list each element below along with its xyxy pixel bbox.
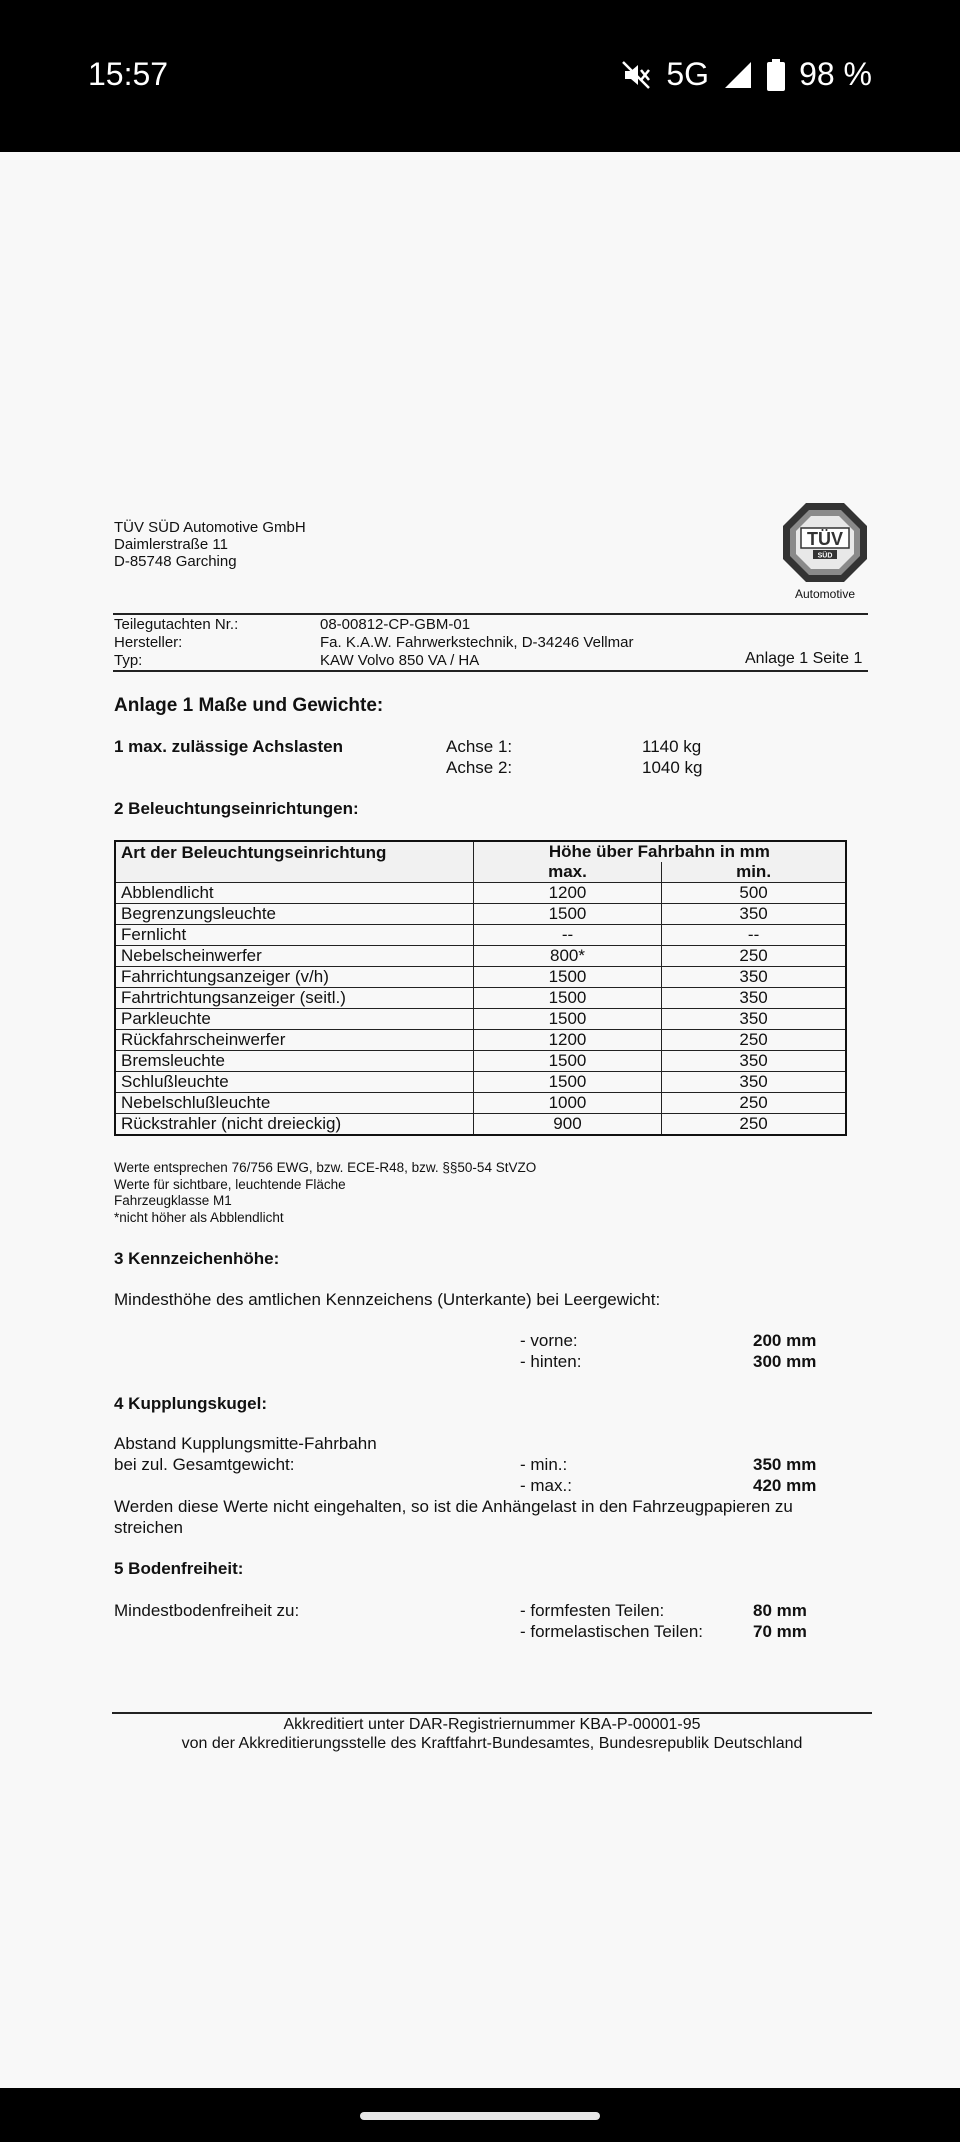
row-min: 350 bbox=[662, 967, 846, 988]
row-max: 1200 bbox=[473, 883, 661, 904]
footer-line2: von der Akkreditierungsstelle des Kraftfahrt-Bundesamtes, Bundesrepublik Deutschland bbox=[181, 1735, 803, 1752]
clearance-elastic-value: 70 mm bbox=[753, 1622, 807, 1641]
table-row bbox=[115, 883, 846, 904]
coupling-line2: bei zul. Gesamtgewicht: bbox=[114, 1455, 295, 1474]
table-row bbox=[115, 1030, 846, 1051]
plate-front-value: 200 mm bbox=[753, 1331, 817, 1350]
sender-city: D-85748 Garching bbox=[114, 553, 237, 570]
header-rule bbox=[113, 613, 868, 615]
clearance-rigid-value: 80 mm bbox=[753, 1601, 807, 1620]
row-name: Schlußleuchte bbox=[115, 1072, 473, 1093]
page-reference: Anlage 1 Seite 1 bbox=[745, 650, 863, 667]
row-min: -- bbox=[662, 925, 846, 946]
row-min: 350 bbox=[662, 1009, 846, 1030]
coupling-warning-2: streichen bbox=[114, 1518, 183, 1537]
document-title: Anlage 1 Maße und Gewichte: bbox=[114, 695, 384, 716]
row-min: 250 bbox=[662, 1030, 846, 1051]
header-rule-bottom bbox=[113, 670, 868, 672]
row-name: Fernlicht bbox=[115, 925, 473, 946]
home-gesture-handle[interactable] bbox=[360, 2112, 600, 2120]
coupling-min-label: - min.: bbox=[520, 1455, 568, 1474]
footer-line1: Akkreditiert unter DAR-Registriernummer KBA-P-00001-95 bbox=[283, 1716, 701, 1733]
maker-value: Fa. K.A.W. Fahrwerkstechnik, D-34246 Vellmar bbox=[320, 634, 634, 651]
plate-heading: 3 Kennzeichenhöhe: bbox=[114, 1249, 280, 1268]
nr-value: 08-00812-CP-GBM-01 bbox=[320, 616, 471, 633]
row-max: 1000 bbox=[473, 1093, 661, 1114]
col-min-header: min. bbox=[662, 862, 846, 883]
type-value: KAW Volvo 850 VA / HA bbox=[320, 652, 480, 669]
lighting-table bbox=[114, 840, 847, 1136]
row-name: Rückstrahler (nicht dreieckig) bbox=[115, 1114, 473, 1136]
battery-percent: 98 % bbox=[799, 56, 872, 92]
row-min: 350 bbox=[662, 904, 846, 925]
row-max: 1500 bbox=[473, 967, 661, 988]
row-min: 250 bbox=[662, 1093, 846, 1114]
row-min: 350 bbox=[662, 1072, 846, 1093]
row-name: Begrenzungsleuchte bbox=[115, 904, 473, 925]
coupling-max-label: - max.: bbox=[520, 1476, 572, 1495]
lighting-heading: 2 Beleuchtungseinrichtungen: bbox=[114, 799, 359, 818]
row-name: Rückfahrscheinwerfer bbox=[115, 1030, 473, 1051]
row-max: 1500 bbox=[473, 904, 661, 925]
axle1-value: 1140 kg bbox=[642, 737, 702, 756]
row-min: 350 bbox=[662, 988, 846, 1009]
row-name: Fahrrichtungsanzeiger (v/h) bbox=[115, 967, 473, 988]
row-max: 800* bbox=[473, 946, 661, 967]
clearance-heading: 5 Bodenfreiheit: bbox=[114, 1559, 244, 1578]
table-row bbox=[115, 925, 846, 946]
row-min: 500 bbox=[662, 883, 846, 904]
logo-sub: SÜD bbox=[817, 552, 833, 560]
coupling-warning: Werden diese Werte nicht eingehalten, so ist die Anhängelast in den Fahrzeugpapieren zu bbox=[114, 1497, 793, 1516]
row-name: Bremsleuchte bbox=[115, 1051, 473, 1072]
table-row bbox=[115, 1009, 846, 1030]
axle2-value: 1040 kg bbox=[642, 758, 703, 777]
plate-text: Mindesthöhe des amtlichen Kennzeichens (Unterkante) bei Leergewicht: bbox=[114, 1290, 661, 1309]
note-line: Fahrzeugklasse M1 bbox=[114, 1193, 232, 1208]
nr-label: Teilegutachten Nr.: bbox=[114, 616, 239, 633]
tuv-octagon-icon bbox=[780, 500, 870, 585]
sender-company: TÜV SÜD Automotive GmbH bbox=[114, 519, 306, 536]
table-row bbox=[115, 1093, 846, 1114]
row-max: 1500 bbox=[473, 1051, 661, 1072]
logo-caption: Automotive bbox=[794, 587, 856, 601]
row-max: 900 bbox=[473, 1114, 661, 1136]
plate-rear-label: - hinten: bbox=[520, 1352, 582, 1371]
navigation-bar bbox=[0, 2088, 960, 2142]
col-max-header: max. bbox=[473, 862, 661, 883]
axle1-label: Achse 1: bbox=[446, 737, 513, 756]
col-height-header: Höhe über Fahrbahn in mm bbox=[473, 841, 846, 862]
plate-front-label: - vorne: bbox=[520, 1331, 578, 1350]
status-time: 15:57 bbox=[88, 56, 169, 92]
row-name: Nebelscheinwerfer bbox=[115, 946, 473, 967]
row-max: 1500 bbox=[473, 1072, 661, 1093]
table-row bbox=[115, 988, 846, 1009]
footer-rule bbox=[112, 1712, 872, 1714]
table-row bbox=[115, 904, 846, 925]
row-max: 1200 bbox=[473, 1030, 661, 1051]
coupling-min-value: 350 mm bbox=[753, 1455, 817, 1474]
note-line: Werte entsprechen 76/756 EWG, bzw. ECE-R48, bzw. §§50-54 StVZO bbox=[114, 1160, 537, 1175]
table-row bbox=[115, 1072, 846, 1093]
clearance-elastic-label: - formelastischen Teilen: bbox=[520, 1622, 703, 1641]
table-row bbox=[115, 1114, 846, 1136]
maker-label: Hersteller: bbox=[114, 634, 183, 651]
network-type: 5G bbox=[666, 56, 710, 92]
axle2-label: Achse 2: bbox=[446, 758, 513, 777]
col-type-header: Art der Beleuchtungseinrichtung bbox=[115, 841, 473, 883]
note-line: *nicht höher als Abblendlicht bbox=[114, 1209, 284, 1225]
row-name: Parkleuchte bbox=[115, 1009, 473, 1030]
lighting-notes bbox=[114, 1160, 536, 1226]
row-name: Fahrtrichtungsanzeiger (seitl.) bbox=[115, 988, 473, 1009]
logo-brand: TÜV bbox=[807, 529, 843, 549]
clearance-rigid-label: - formfesten Teilen: bbox=[520, 1601, 665, 1620]
row-min: 250 bbox=[662, 946, 846, 967]
row-max: 1500 bbox=[473, 1009, 661, 1030]
row-name: Abblendlicht bbox=[115, 883, 473, 904]
row-min: 250 bbox=[662, 1114, 846, 1136]
table-row bbox=[115, 967, 846, 988]
row-min: 350 bbox=[662, 1051, 846, 1072]
table-row bbox=[115, 946, 846, 967]
axle-heading: 1 max. zulässige Achslasten bbox=[114, 737, 343, 756]
tuv-logo bbox=[780, 500, 870, 605]
clearance-text: Mindestbodenfreiheit zu: bbox=[114, 1601, 300, 1620]
note-line: Werte für sichtbare, leuchtende Fläche bbox=[114, 1176, 346, 1192]
sender-street: Daimlerstraße 11 bbox=[114, 536, 228, 553]
row-name: Nebelschlußleuchte bbox=[115, 1093, 473, 1114]
row-max: 1500 bbox=[473, 988, 661, 1009]
coupling-max-value: 420 mm bbox=[753, 1476, 817, 1495]
row-max: -- bbox=[473, 925, 661, 946]
table-row bbox=[115, 1051, 846, 1072]
type-label: Typ: bbox=[114, 652, 143, 669]
coupling-heading: 4 Kupplungskugel: bbox=[114, 1394, 267, 1413]
coupling-line1: Abstand Kupplungsmitte-Fahrbahn bbox=[114, 1434, 377, 1453]
plate-rear-value: 300 mm bbox=[753, 1352, 817, 1371]
